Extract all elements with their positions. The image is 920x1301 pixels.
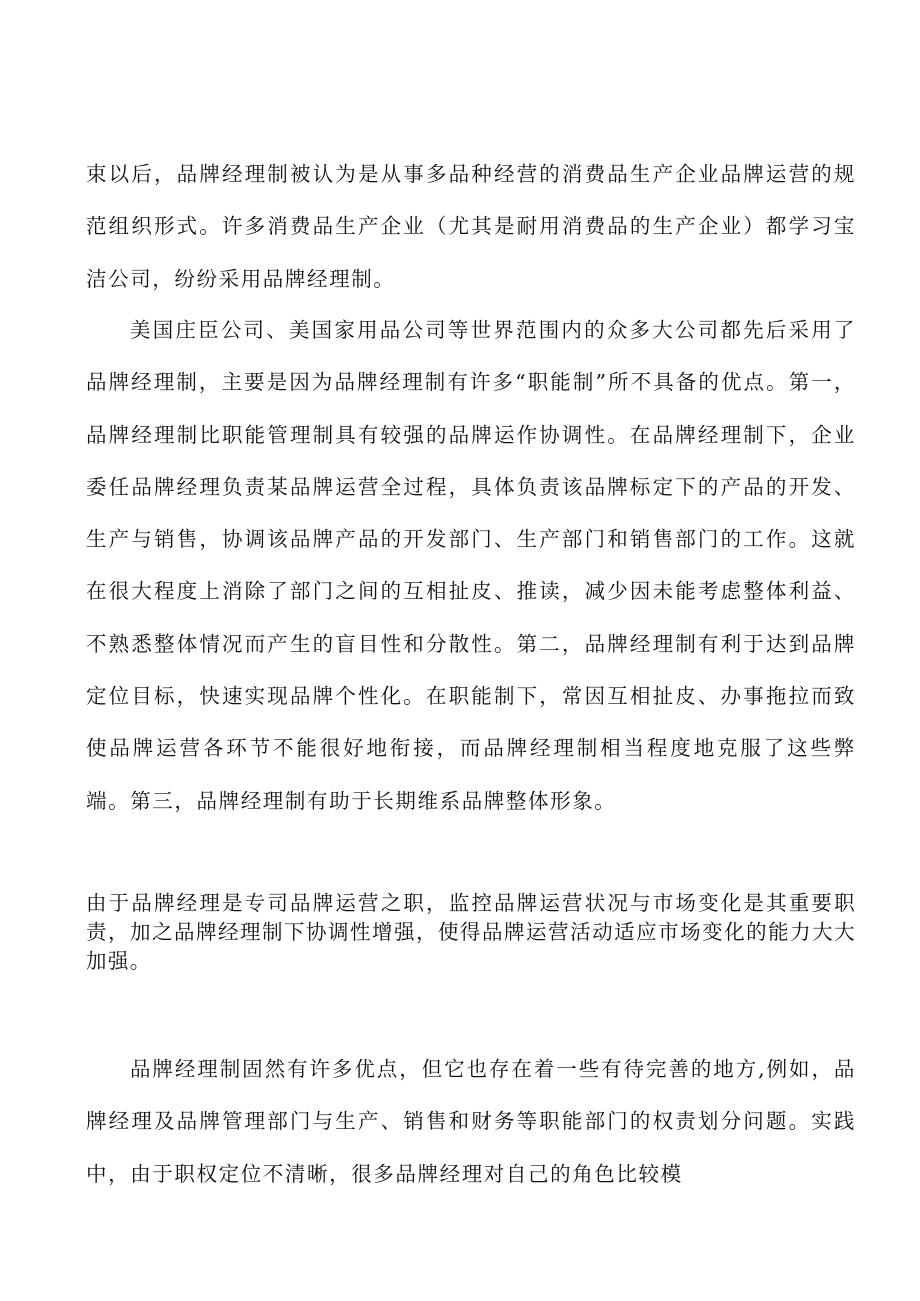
paragraph-advantages: 美国庄臣公司、美国家用品公司等世界范围内的众多大公司都先后采用了品牌经理制，主要是因为品牌经理制有许多“职能制”所不具备的优点。第一，品牌经理制比职能管理制具有较强的品牌运作协调性。在品牌经理制下，企业委任品牌经理负责某品牌运营全过程，具体负责该品牌标定下的产品的开发、生产与销售，协调该品牌产品的开发部门、生产部门和销售部门的工作。这就在很大程度上消除了部门之间的互相扯皮、推读，减少因未能考虑整体利益、不熟悉整体情况而产生的盲目性和分散性。第二，品牌经理制有利于达到品牌定位目标，快速实现品牌个性化。在职能制下，常因互相扯皮、办事拖拉而致使品牌运营各环节不能很好地衔接，而品牌经理制相当程度地克服了这些弊端。第三，品牌经理制有助于长期维系品牌整体形象。 [86, 318, 856, 813]
paragraph-continuation: 束以后，品牌经理制被认为是从事多品种经营的消费品生产企业品牌运营的规范组织形式。许多消费品生产企业（尤其是耐用消费品的生产企业）都学习宝洁公司，纷纷采用品牌经理制。 [86, 162, 856, 291]
paragraph-shortcomings: 品牌经理制固然有许多优点，但它也存在着一些有待完善的地方,例如，品牌经理及品牌管理部门与生产、销售和财务等职能部门的权责划分问题。实践中，由于职权定位不清晰，很多品牌经理对自己的角色比较模 [86, 1057, 856, 1186]
paragraph-market-adaptation: 由于品牌经理是专司品牌运营之职，监控品牌运营状况与市场变化是其重要职责，加之品牌经理制下协调性增强，使得品牌运营活动适应市场变化的能力大大加强。 [86, 891, 856, 973]
